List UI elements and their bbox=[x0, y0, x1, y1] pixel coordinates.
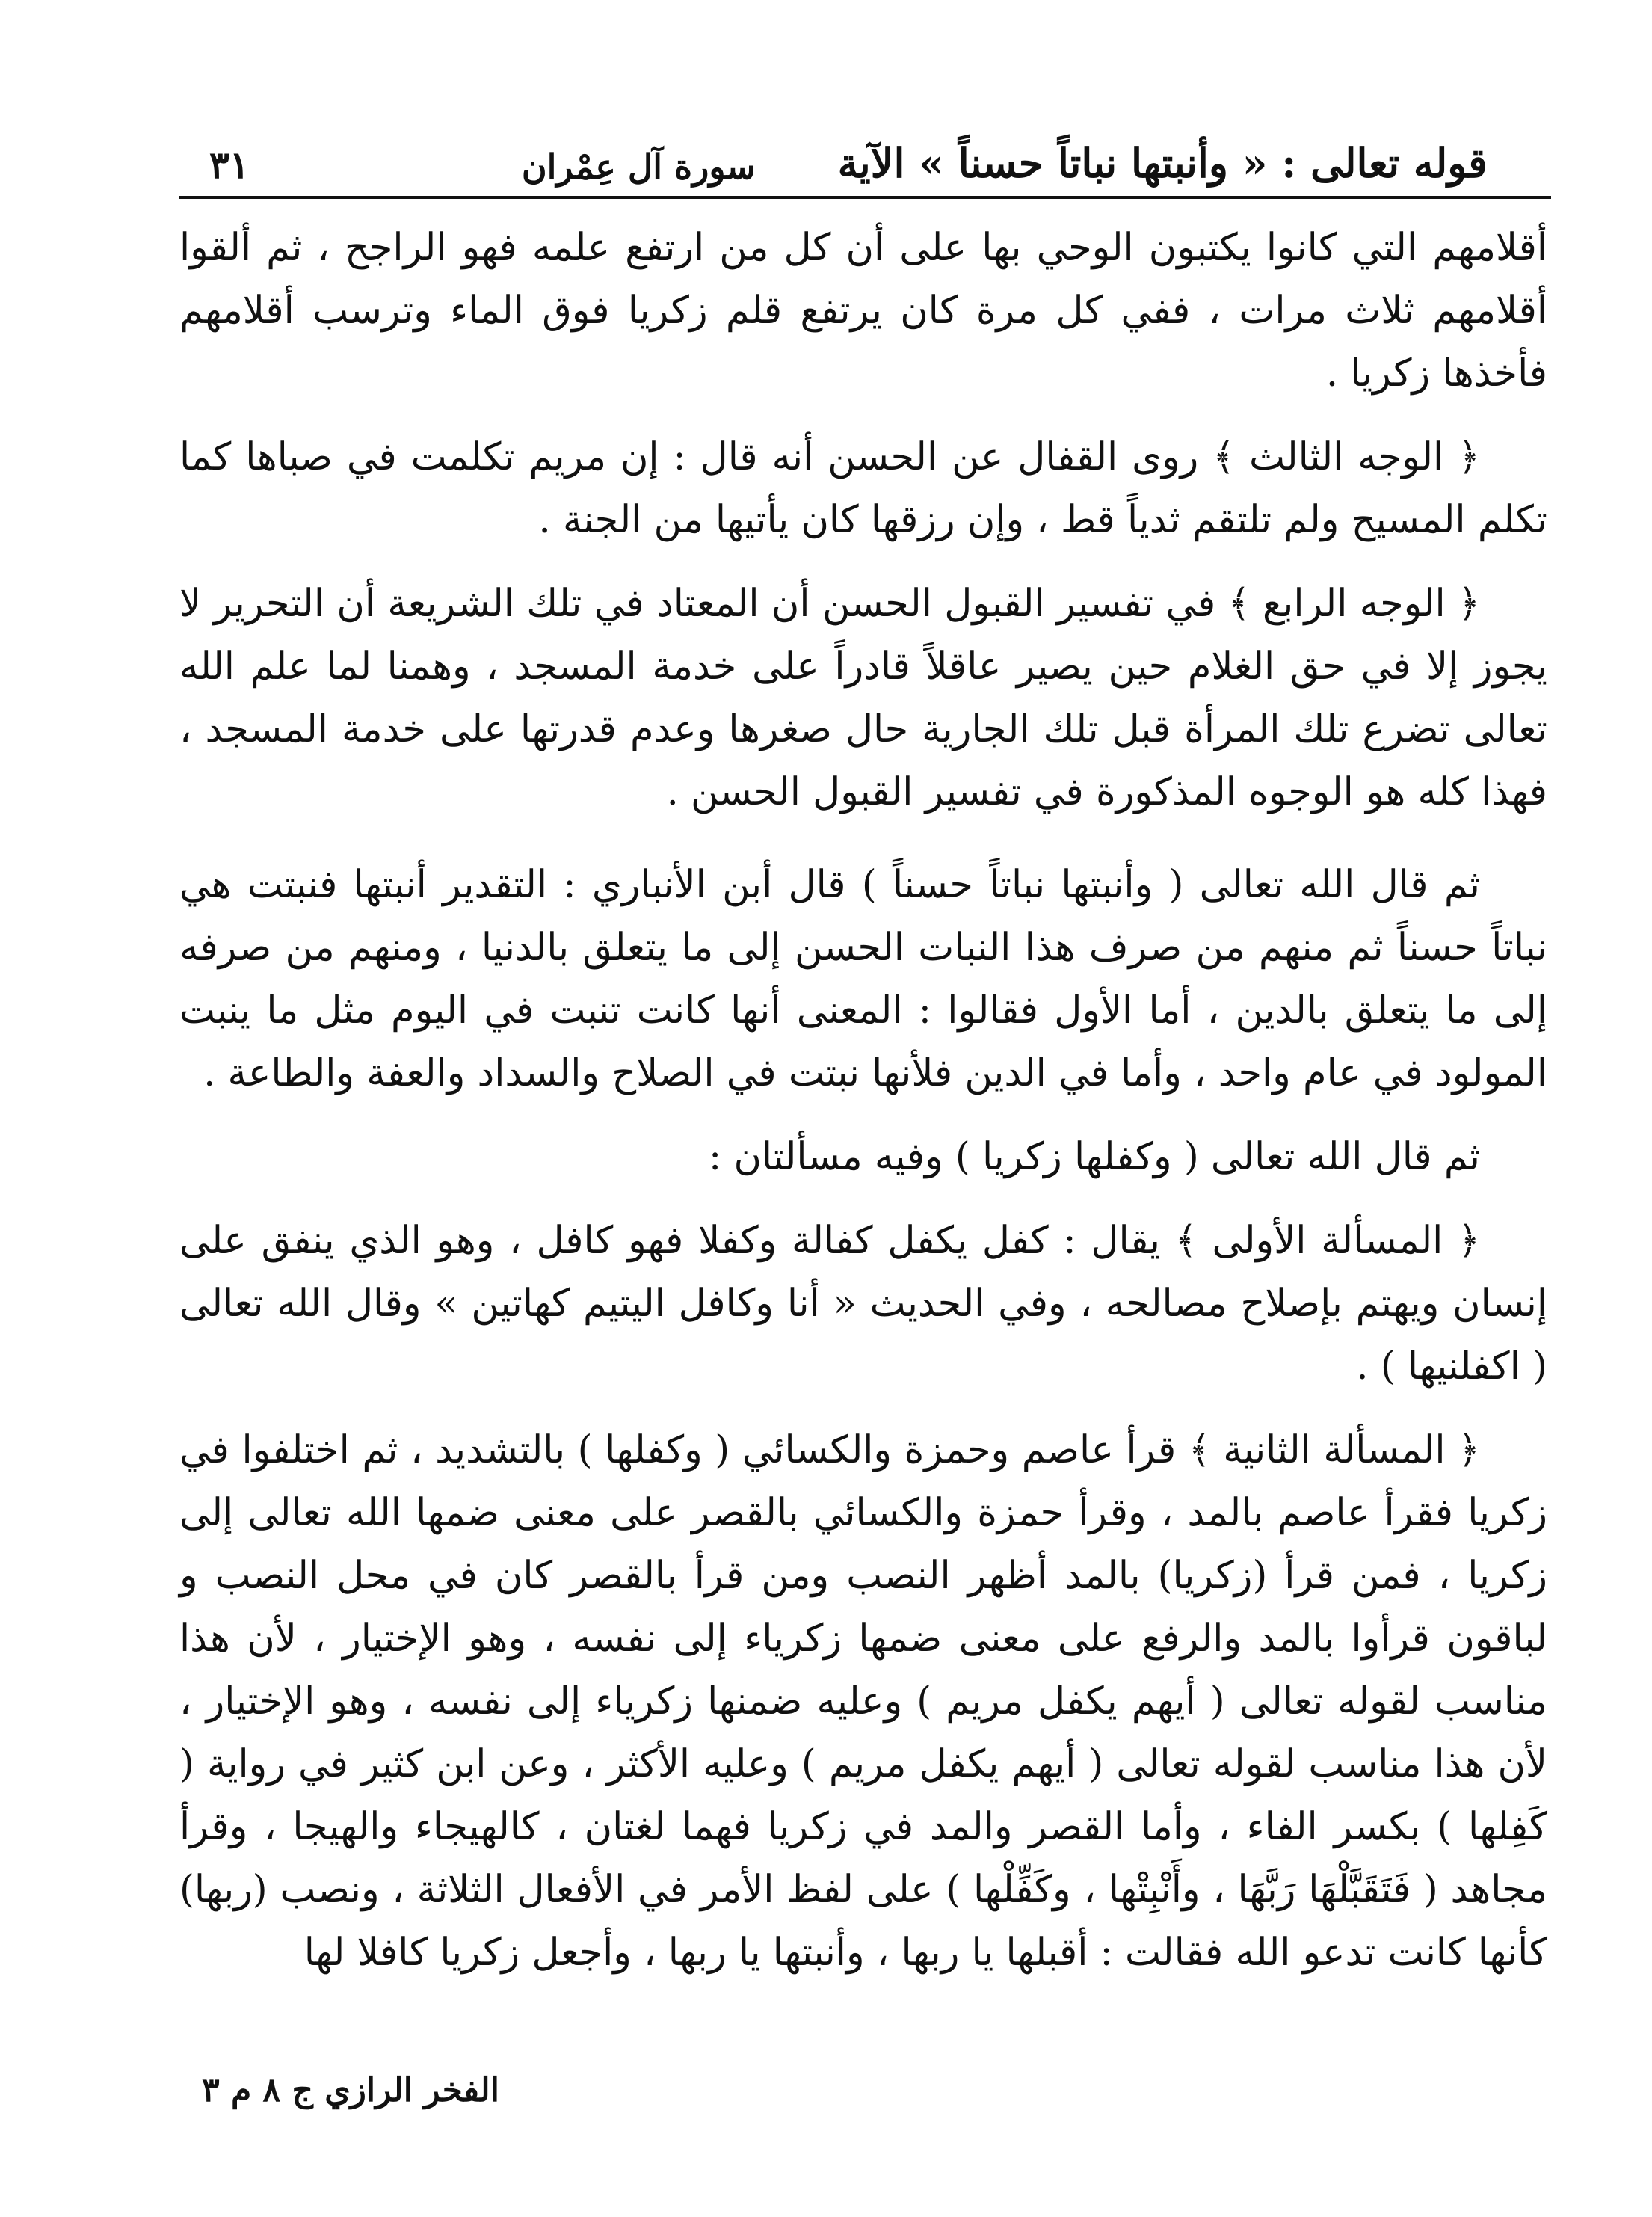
paragraph-fourth-aspect: ﴿ الوجه الرابع ﴾ في تفسير القبول الحسن أن المعتاد في تلك الشريعة أن التحرير لا يجوز إلا في حق الغلام حين يصير عاقلاً قادراً على خدمة المسجد ، وهمنا لما علم الله تعالى تضرع تلك المرأة قبل تلك الجارية حال صغرها وعدم قدرتها على خدمة المسجد ، فهذا كله هو الوجوه المذكورة في تفسير القبول الحسن . bbox=[179, 582, 1547, 814]
paragraph-third-aspect: ﴿ الوجه الثالث ﴾ روى القفال عن الحسن أنه قال : إن مريم تكلمت في صباها كما تكلم المسيح ولم تلتقم ثدياً قط ، وإن رزقها كان يأتيها من الجنة . bbox=[179, 435, 1547, 542]
paragraph-nabatan-hasanan: ثم قال الله تعالى ( وأنبتها نباتاً حسناً ) قال أبن الأنباري : التقدير أنبتها فنبتت هي نباتاً حسناً ثم منهم من صرف هذا النبات الحسن إلى ما يتعلق بالدنيا ، ومنهم من صرفه إلى ما يتعلق بالدين ، أما الأول فقالوا : المعنى أنها كانت تنبت في اليوم مثل ما ينبت المولود في عام واحد ، وأما في الدين فلأنها نبتت في الصلاح والسداد والعفة والطاعة . bbox=[179, 863, 1547, 1095]
paragraph-kafalaha-intro: ثم قال الله تعالى ( وكفلها زكريا ) وفيه مسألتان : bbox=[709, 1135, 1480, 1179]
surah-name: سورة آل عِمْران bbox=[521, 147, 756, 187]
page-number: ٣١ bbox=[209, 143, 250, 187]
paragraph-second-issue: ﴿ المسألة الثانية ﴾ قرأ عاصم وحمزة والكسائي ( وكفلها ) بالتشديد ، ثم اختلفوا في زكريا فقرأ عاصم بالمد ، وقرأ حمزة والكسائي بالقصر على معنى ضمها الله تعالى إلى زكريا ، فمن قرأ (زكريا) بالمد أظهر النصب ومن قرأ بالقصر كان في محل النصب و لباقون قرأوا بالمد والرفع على معنى ضمها زكرياء إلى نفسه ، وهو الإختيار ، لأن هذا مناسب لقوله تعالى ( أيهم يكفل مريم ) وعليه ضمنها زكرياء إلى نفسه ، وهو الإختيار ، لأن هذا مناسب لقوله تعالى ( أيهم يكفل مريم ) وعليه الأكثر ، وعن ابن كثير في رواية ( كَفِلها ) بكسر الفاء ، وأما القصر والمد في زكريا فهما لغتان ، كالهيجاء والهيجا ، وقرأ مجاهد ( فَتَقَبَّلْهَا رَبَّهَا ، وأَنْبِتْها ، وكَفِّلْها ) على لفظ الأمر في الأفعال الثلاثة ، ونصب (ربها) كأنها كانت تدعو الله فقالت : أقبلها يا ربها ، وأنبتها يا ربها ، وأجعل زكريا كافلا لها bbox=[179, 1428, 1547, 1975]
body-text bbox=[179, 217, 1547, 2005]
paragraph-first-issue: ﴿ المسألة الأولى ﴾ يقال : كفل يكفل كفالة وكفلا فهو كافل ، وهو الذي ينفق على إنسان ويهتم بإصلاح مصالحه ، وفي الحديث « أنا وكافل اليتيم كهاتين » وقال الله تعالى ( اكفلنيها ) . bbox=[179, 1219, 1547, 1389]
paragraph-continuation: أقلامهم التي كانوا يكتبون الوحي بها على أن كل من ارتفع علمه فهو الراجح ، ثم ألقوا أقلامهم ثلاث مرات ، ففي كل مرة كان يرتفع قلم زكريا فوق الماء وترسب أقلامهم فأخذها زكريا . bbox=[179, 226, 1547, 396]
verse-title: قوله تعالى : « وأنبتها نباتاً حسناً » الآية bbox=[837, 139, 1488, 187]
header-rule bbox=[179, 196, 1551, 199]
footer-signature: الفخر الرازي ج ٨ م ٣ bbox=[202, 2071, 499, 2109]
running-header bbox=[179, 127, 1547, 187]
